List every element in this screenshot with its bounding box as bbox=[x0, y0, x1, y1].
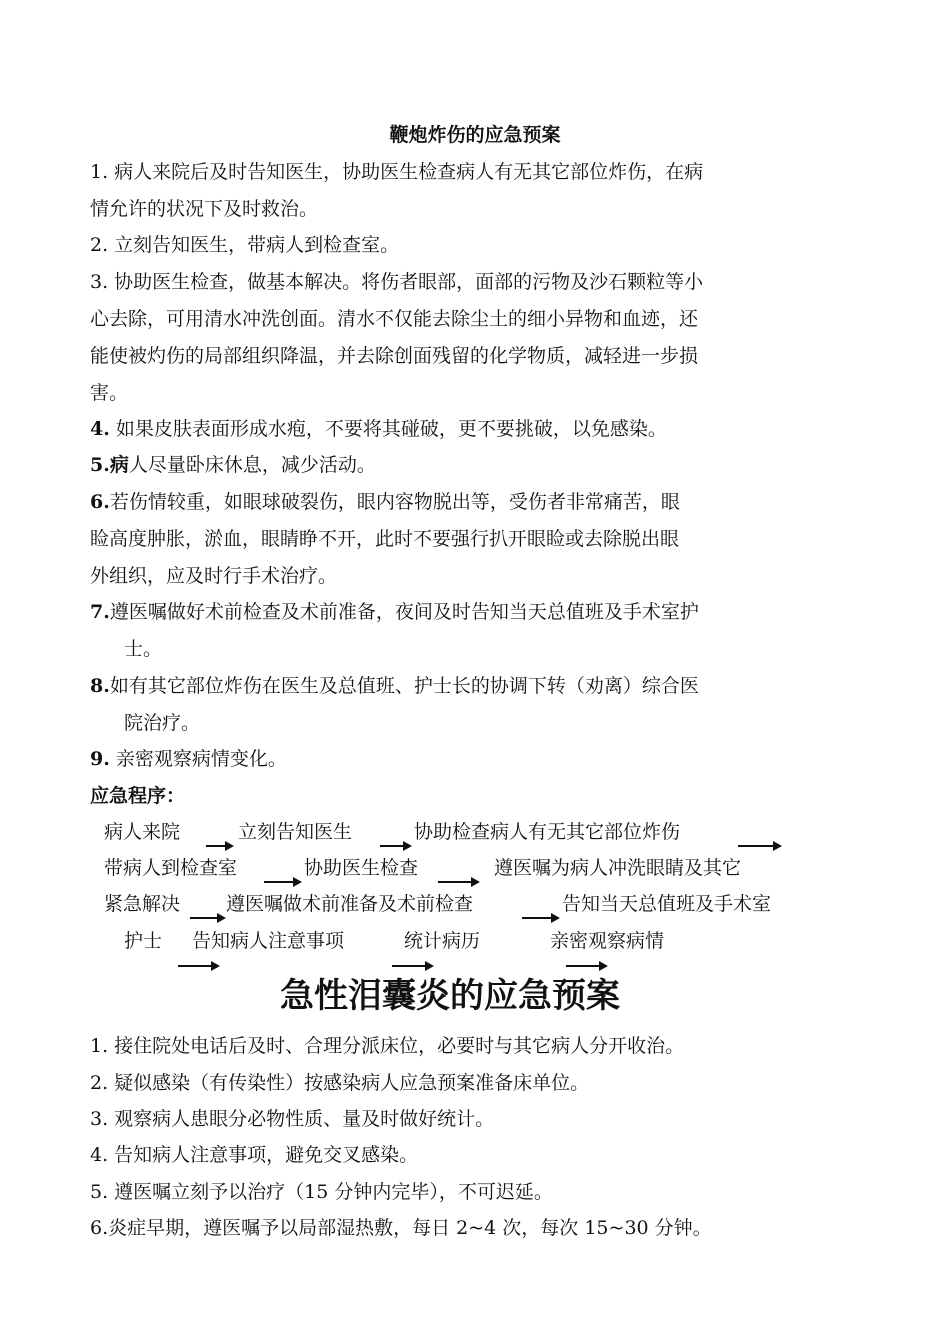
procedure-label: 应急程序： bbox=[90, 785, 186, 807]
flow-step: 协助医生检查 bbox=[304, 857, 419, 879]
paragraph-line: 情允许的状况下及时救治。 bbox=[90, 198, 319, 220]
paragraph-line: 6.炎症早期，遵医嘱予以局部湿热敷，每日 2~4 次，每次 15~30 分钟。 bbox=[90, 1217, 712, 1239]
paragraph-line: 1. 病人来院后及时告知医生，协助医生检查病人有无其它部位炸伤，在病 bbox=[90, 161, 704, 183]
flow-step: 遵医嘱为病人冲洗眼睛及其它 bbox=[494, 857, 742, 879]
flow-step: 紧急解决 bbox=[104, 893, 181, 915]
arrow-icon bbox=[206, 845, 232, 847]
arrow-icon bbox=[380, 845, 410, 847]
paragraph-line: 能使被灼伤的局部组织降温，并去除创面残留的化学物质，减轻进一步损 bbox=[90, 345, 699, 367]
flow-step: 协助检查病人有无其它部位炸伤 bbox=[414, 821, 681, 843]
item-text: 如果皮肤表面形成水疱，不要将其碰破，更不要挑破，以免感染。 bbox=[109, 418, 667, 440]
item-text: 若伤情较重，如眼球破裂伤，眼内容物脱出等，受伤者非常痛苦，眼 bbox=[109, 491, 680, 513]
paragraph-line: 2. 疑似感染（有传染性）按感染病人应急预案准备床单位。 bbox=[90, 1072, 590, 1094]
arrow-icon bbox=[264, 881, 300, 883]
arrow-icon bbox=[566, 965, 606, 967]
document-title: 鞭炮炸伤的应急预案 bbox=[389, 124, 561, 146]
item-number: 8. bbox=[90, 675, 110, 697]
paragraph-line: 士。 bbox=[124, 638, 163, 660]
list-item bbox=[90, 417, 667, 441]
paragraph-line: 害。 bbox=[90, 382, 129, 404]
paragraph-line: 4. 告知病人注意事项，避免交叉感染。 bbox=[90, 1144, 419, 1166]
flow-step: 护士 bbox=[124, 930, 163, 952]
list-item bbox=[90, 453, 376, 477]
paragraph-line: 睑高度肿胀，淤血，眼睛睁不开，此时不要强行扒开眼睑或去除脱出眼 bbox=[90, 528, 680, 550]
paragraph-line: 3. 协助医生检查，做基本解决。将伤者眼部，面部的污物及沙石颗粒等小 bbox=[90, 271, 704, 293]
list-item bbox=[90, 490, 680, 514]
list-item bbox=[90, 600, 699, 624]
arrow-icon bbox=[190, 917, 224, 919]
flow-step: 亲密观察病情 bbox=[550, 930, 665, 952]
arrow-icon bbox=[178, 965, 218, 967]
paragraph-line: 外组织，应及时行手术治疗。 bbox=[90, 565, 338, 587]
item-number: 9. bbox=[90, 748, 110, 770]
item-text: 人尽量卧床休息，减少活动。 bbox=[128, 454, 376, 476]
paragraph-line: 1. 接住院处电话后及时、合理分派床位，必要时与其它病人分开收治。 bbox=[90, 1035, 685, 1057]
item-number: 4. bbox=[90, 418, 110, 440]
list-item bbox=[90, 674, 699, 698]
flow-step: 遵医嘱做术前准备及术前检查 bbox=[226, 893, 474, 915]
flow-step: 告知病人注意事项 bbox=[192, 930, 345, 952]
flow-step: 统计病历 bbox=[404, 930, 481, 952]
flow-step: 带病人到检查室 bbox=[104, 857, 238, 879]
paragraph-line: 心去除，可用清水冲洗创面。清水不仅能去除尘土的细小异物和血迹，还 bbox=[90, 308, 699, 330]
arrow-icon bbox=[438, 881, 478, 883]
arrow-icon bbox=[392, 965, 432, 967]
paragraph-line: 5. 遵医嘱立刻予以治疗（15 分钟内完毕），不可迟延。 bbox=[90, 1181, 553, 1203]
item-number: 6. bbox=[90, 491, 110, 513]
flow-step: 立刻告知医生 bbox=[238, 821, 353, 843]
paragraph-line: 3. 观察病人患眼分必物性质、量及时做好统计。 bbox=[90, 1108, 495, 1130]
item-text: 亲密观察病情变化。 bbox=[109, 748, 287, 770]
flow-step: 告知当天总值班及手术室 bbox=[562, 893, 772, 915]
item-text: 如有其它部位炸伤在医生及总值班、护士长的协调下转（劝离）综合医 bbox=[109, 675, 699, 697]
item-number: 7. bbox=[90, 601, 110, 623]
paragraph-line: 院治疗。 bbox=[124, 712, 201, 734]
arrow-icon bbox=[522, 917, 558, 919]
item-number: 5.病 bbox=[90, 454, 129, 476]
list-item bbox=[90, 747, 287, 771]
section-title: 急性泪囊炎的应急预案 bbox=[280, 976, 620, 1016]
item-text: 遵医嘱做好术前检查及术前准备，夜间及时告知当天总值班及手术室护 bbox=[109, 601, 699, 623]
paragraph-line: 2. 立刻告知医生，带病人到检查室。 bbox=[90, 234, 400, 256]
arrow-icon bbox=[738, 845, 780, 847]
flow-step: 病人来院 bbox=[104, 821, 181, 843]
